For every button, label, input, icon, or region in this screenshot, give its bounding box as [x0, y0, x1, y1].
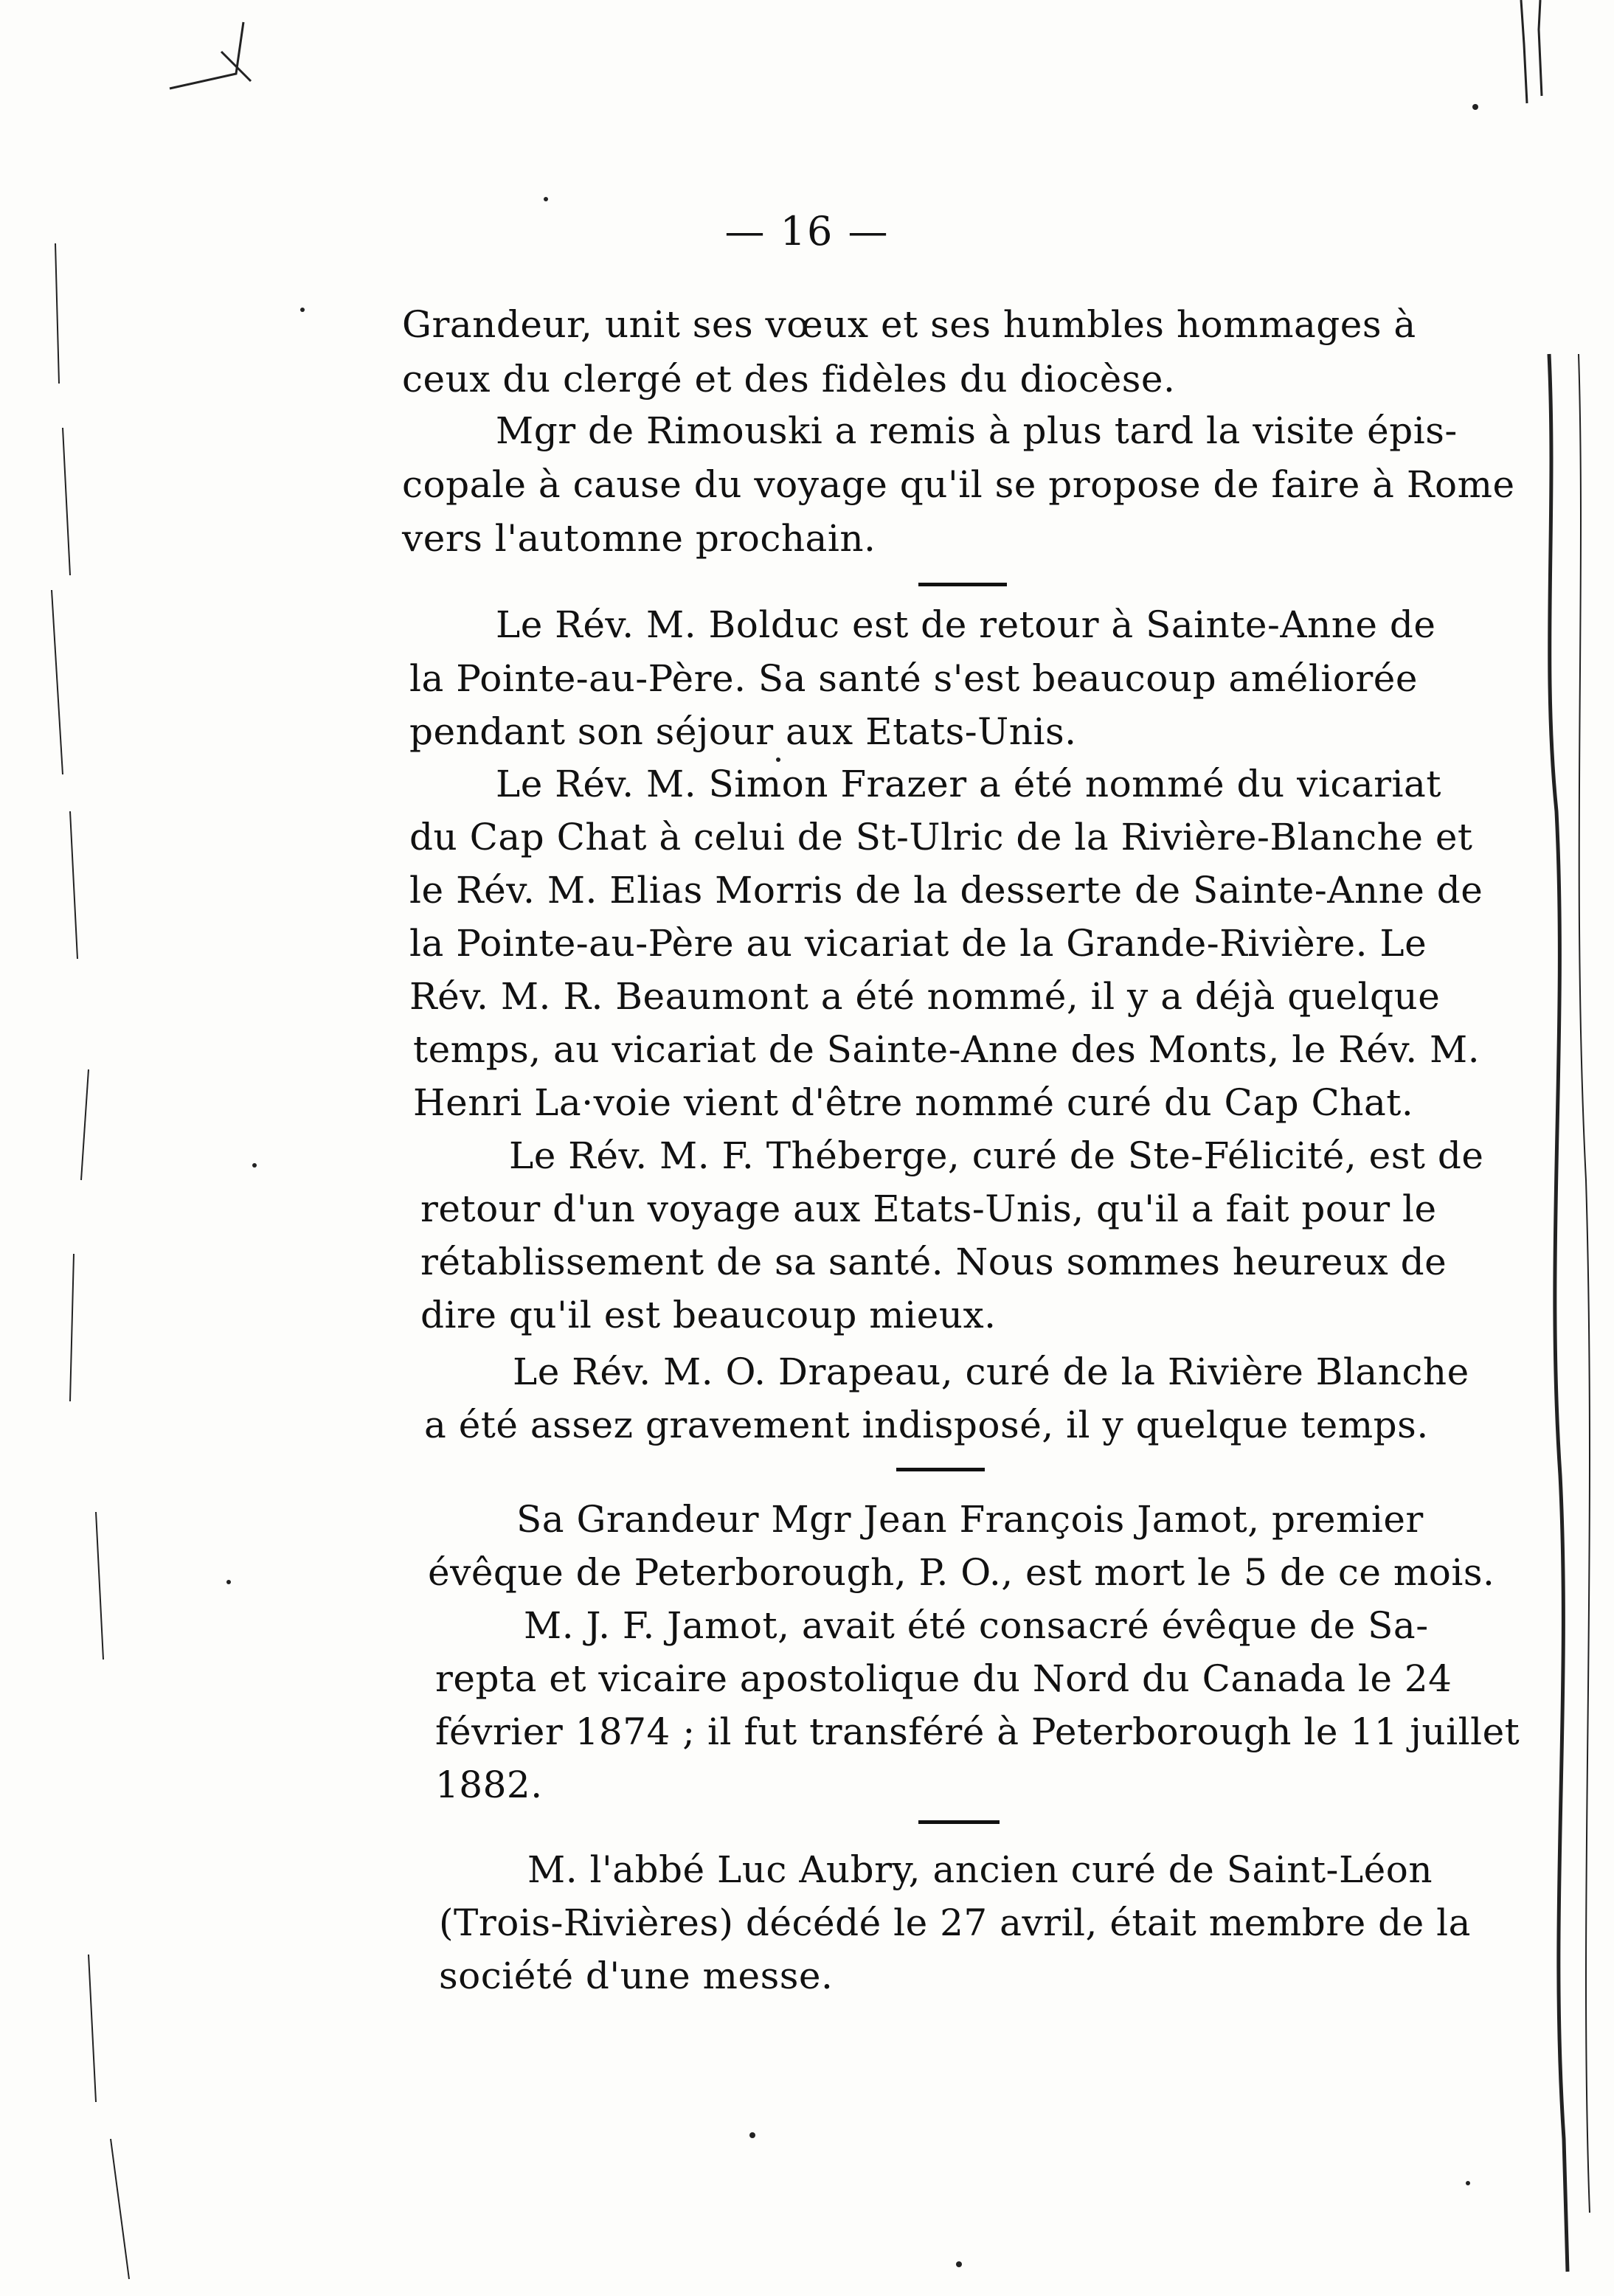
- text-line: a été assez gravement indisposé, il y quelque temps.: [424, 1404, 1429, 1446]
- text-line: vers l'automne prochain.: [402, 517, 876, 560]
- text-line: 1882.: [435, 1763, 543, 1806]
- page-number: — 16 —: [724, 208, 890, 254]
- text-line: société d'une messe.: [439, 1955, 834, 1997]
- text-line: Le Rév. M. Simon Frazer a été nommé du vicariat: [496, 763, 1441, 805]
- text-line: rétablissement de sa santé. Nous sommes heureux de: [420, 1241, 1447, 1283]
- text-line: évêque de Peterborough, P. O., est mort le 5 de ce mois.: [428, 1551, 1495, 1594]
- text-line: Grandeur, unit ses vœux et ses humbles hommages à: [402, 303, 1416, 346]
- text-line: M. l'abbé Luc Aubry, ancien curé de Saint-Léon: [527, 1848, 1433, 1891]
- text-line: copale à cause du voyage qu'il se propose de faire à Rome: [402, 463, 1515, 506]
- text-line: le Rév. M. Elias Morris de la desserte de Sainte-Anne de: [409, 869, 1483, 912]
- text-line: temps, au vicariat de Sainte-Anne des Monts, le Rév. M.: [413, 1028, 1480, 1071]
- text-line: retour d'un voyage aux Etats-Unis, qu'il a fait pour le: [420, 1187, 1437, 1230]
- text-line: (Trois-Rivières) décédé le 27 avril, était membre de la: [439, 1901, 1471, 1944]
- text-line: dire qu'il est beaucoup mieux.: [420, 1294, 997, 1336]
- text-line: Mgr de Rimouski a remis à plus tard la visite épis-: [496, 409, 1458, 452]
- text-line: Le Rév. M. O. Drapeau, curé de la Rivière Blanche: [513, 1350, 1469, 1393]
- text-line: M. J. F. Jamot, avait été consacré évêque de Sa-: [524, 1604, 1429, 1647]
- text-line: Le Rév. M. Bolduc est de retour à Sainte-Anne de: [496, 603, 1436, 646]
- text-line: repta et vicaire apostolique du Nord du Canada le 24: [435, 1657, 1452, 1700]
- section-divider: [918, 1820, 1000, 1824]
- text-line: pendant son séjour aux Etats-Unis.: [409, 710, 1077, 753]
- text-line: ceux du clergé et des fidèles du diocèse.: [402, 358, 1176, 400]
- text-line: du Cap Chat à celui de St-Ulric de la Rivière-Blanche et: [409, 816, 1473, 859]
- text-line: Sa Grandeur Mgr Jean François Jamot, premier: [516, 1498, 1424, 1541]
- text-line: Le Rév. M. F. Théberge, curé de Ste-Félicité, est de: [509, 1134, 1484, 1177]
- section-divider: [918, 583, 1007, 586]
- text-line: Henri La·voie vient d'être nommé curé du Cap Chat.: [413, 1081, 1414, 1124]
- text-line: février 1874 ; il fut transféré à Peterborough le 11 juillet: [435, 1710, 1520, 1753]
- text-line: la Pointe-au-Père au vicariat de la Grande-Rivière. Le: [409, 922, 1427, 965]
- text-line: la Pointe-au-Père. Sa santé s'est beaucoup améliorée: [409, 657, 1418, 700]
- text-line: Rév. M. R. Beaumont a été nommé, il y a déjà quelque: [409, 975, 1441, 1018]
- section-divider: [896, 1468, 985, 1471]
